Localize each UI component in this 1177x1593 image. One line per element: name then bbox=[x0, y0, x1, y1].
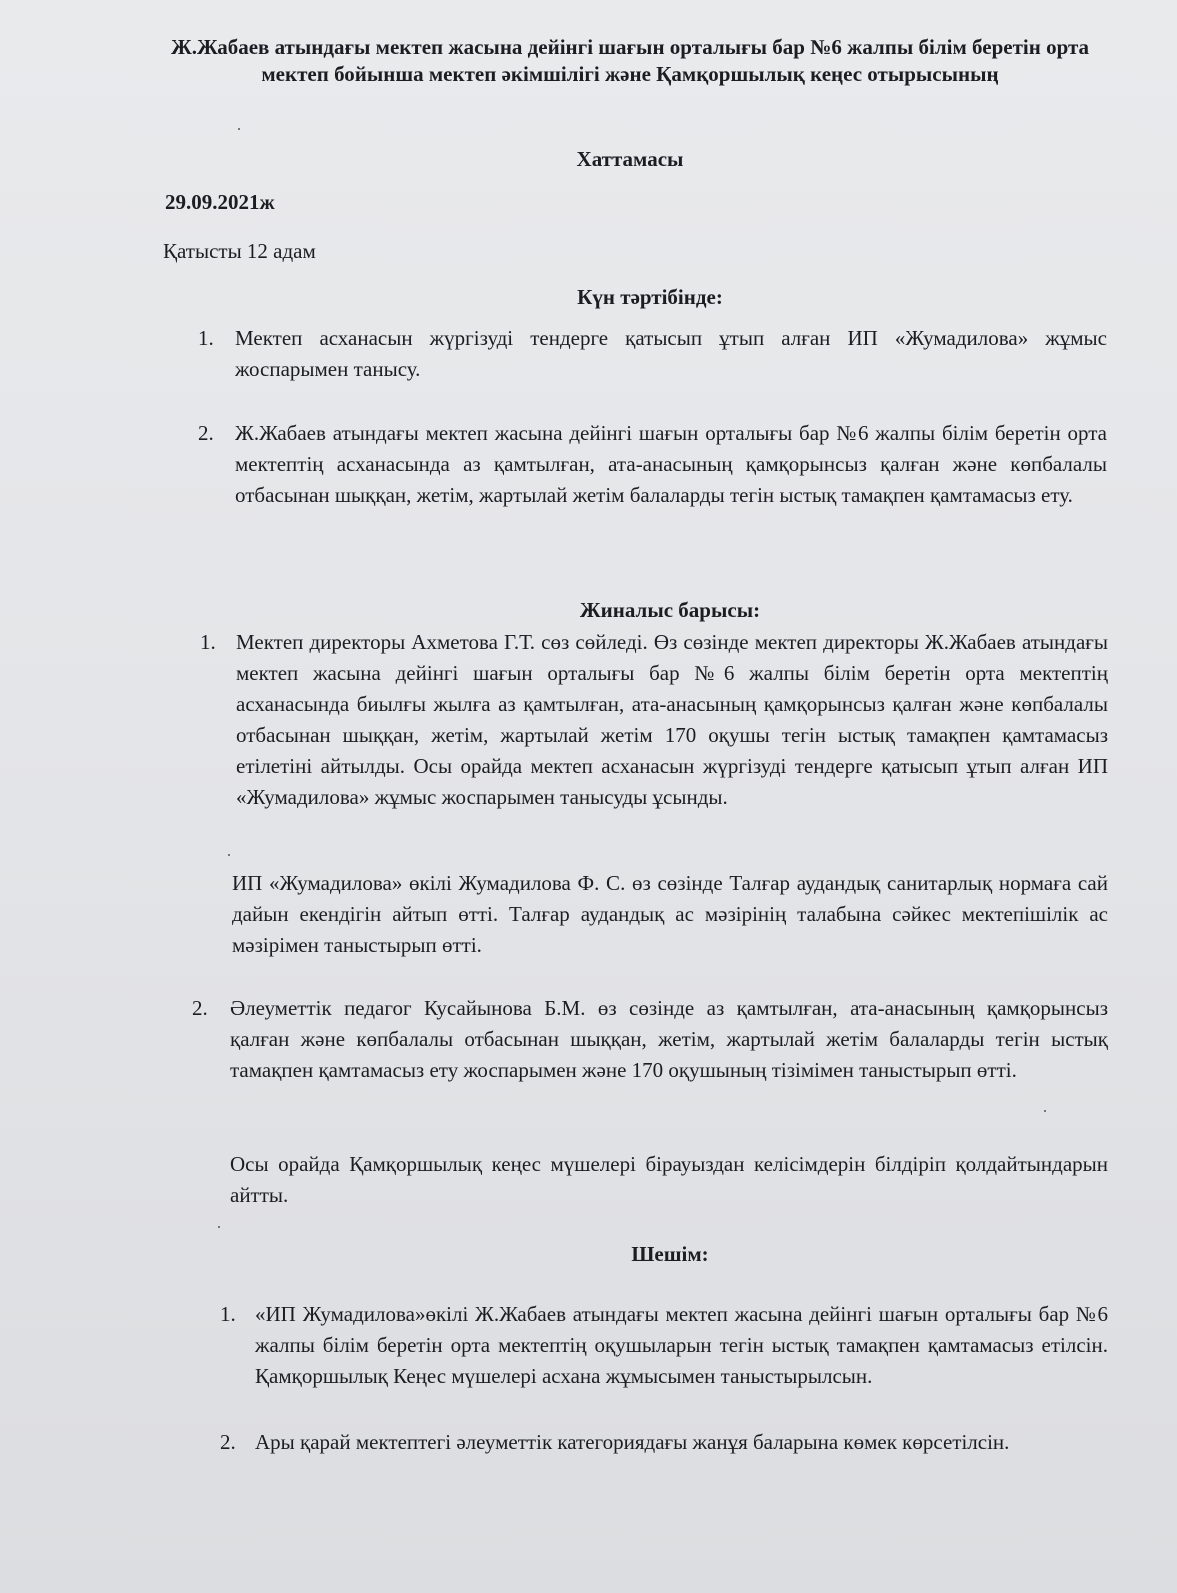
document-title: Ж.Жабаев атындағы мектеп жасына дейінгі шағын орталығы бар №6 жалпы білім беретін орта мектеп бойынша мектеп әкімшілігі және Қамқоршылық кеңес отырысының bbox=[170, 35, 1090, 86]
decision-item-2-text: Ары қарай мектептегі әлеуметтік категориядағы жанұя баларына көмек көрсетілсін. bbox=[255, 1430, 1010, 1454]
proceedings-heading: Жиналыс барысы: bbox=[579, 598, 761, 622]
agenda-item-1-number: 1. bbox=[198, 326, 214, 350]
agenda-item-2-text: Ж.Жабаев атындағы мектеп жасына дейінгі шағын орталығы бар №6 жалпы білім беретін орта мектептің асханасында аз қамтылған, ата-анасының қамқорынсыз қалған және көпбалалы отбасынан шыққан, жетім, жартылай жетім балаларды тегін ыстық тамақпен қамтамасыз ету. bbox=[235, 421, 1107, 507]
proceedings-item-2-text: Әлеуметтік педагог Кусайынова Б.М. өз сөзінде аз қамтылған, ата-анасының қамқорынсыз қалған және көпбалалы отбасынан шыққан, жетім, жартылай жетім балаларды тегін ыстық тамақпен қамтамасыз ету жоспарымен және 170 оқушының тізімімен таныстырып өтті. bbox=[230, 996, 1108, 1082]
document-date: 29.09.2021ж bbox=[165, 190, 275, 214]
scan-speck bbox=[218, 1226, 220, 1228]
proceedings-item-1-text: Мектеп директоры Ахметова Г.Т. сөз сөйледі. Өз сөзінде мектеп директоры Ж.Жабаев атындағы мектеп жасына дейінгі шағын орталығы бар №6 жалпы білім беретін орта мектептің асханасында биылғы жылға аз қамтылған, ата-анасының қамқорынсыз қалған және көпбалалы отбасынан шыққан, жетім, жартылай жетім 170 оқушы тегін ыстық тамақпен қамтамасыз етілетіні айтылды. Осы орайда мектеп асханасын жүргізуді тендерге қатысып ұтып алған ИП «Жумадилова» жұмыс жоспарымен танысуды ұсынды. bbox=[236, 630, 1108, 809]
decision-item-1-text: «ИП Жумадилова»өкілі Ж.Жабаев атындағы мектеп жасына дейінгі шағын орталығы бар №6 жалпы білім беретін орта мектептің оқушыларын тегін ыстық тамақпен қамтамасыз етілсін. Қамқоршылық Кеңес мүшелері асхана жұмысымен таныстырылсын. bbox=[255, 1302, 1108, 1388]
attendance-count: Қатысты 12 адам bbox=[163, 239, 316, 263]
proceedings-item-2-followup: Осы орайда Қамқоршылық кеңес мүшелері бірауыздан келісімдерін білдіріп қолдайтындарын айтты. bbox=[230, 1152, 1108, 1207]
scan-speck bbox=[238, 128, 240, 130]
proceedings-item-2-number: 2. bbox=[192, 996, 208, 1020]
agenda-item-2-number: 2. bbox=[198, 421, 214, 445]
agenda-heading: Күн тәртібінде: bbox=[577, 285, 723, 309]
agenda-item-1-text: Мектеп асханасын жүргізуді тендерге қатысып ұтып алған ИП «Жумадилова» жұмыс жоспарымен танысу. bbox=[235, 326, 1107, 381]
decision-heading: Шешім: bbox=[631, 1242, 709, 1266]
scan-speck bbox=[1044, 1110, 1046, 1112]
decision-item-1-number: 1. bbox=[220, 1302, 236, 1326]
document-subtitle: Хаттамасы bbox=[576, 147, 684, 171]
decision-item-2-number: 2. bbox=[220, 1430, 236, 1454]
proceedings-item-1-number: 1. bbox=[200, 630, 216, 654]
proceedings-item-1-followup: ИП «Жумадилова» өкілі Жумадилова Ф. С. өз сөзінде Талғар аудандық санитарлық нормаға сай дайын екендігін айтып өтті. Талғар аудандық ас мәзірінің талабына сәйкес мектепішілік ас мәзірімен таныстырып өтті. bbox=[232, 871, 1108, 957]
scan-speck bbox=[228, 854, 230, 856]
